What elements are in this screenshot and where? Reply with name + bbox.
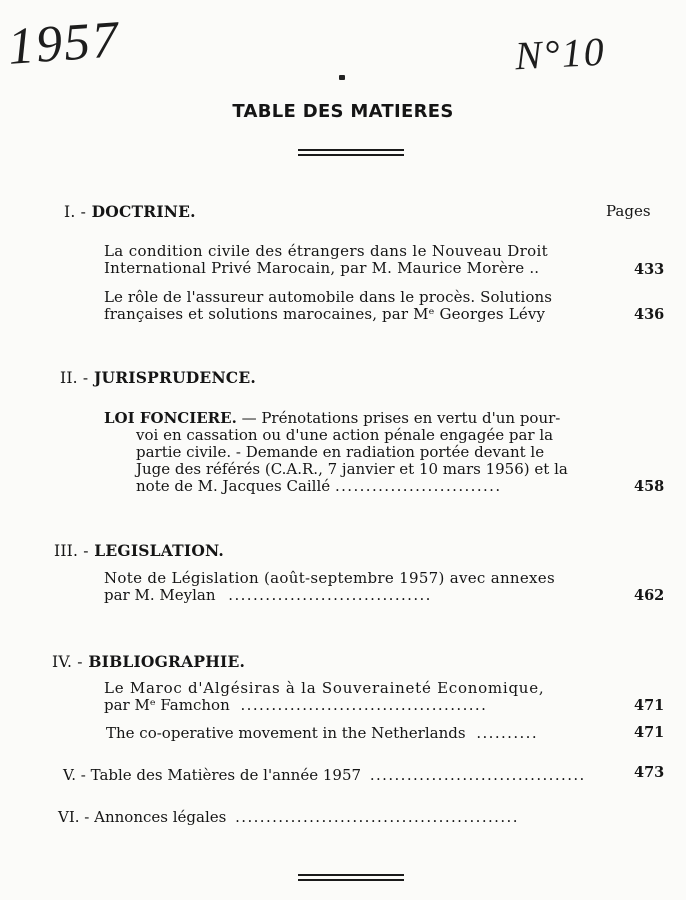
section-number: II. - (60, 369, 89, 387)
section-title: DOCTRINE. (91, 202, 196, 221)
page-number: 458 (634, 478, 665, 495)
dot-leader: ................................. (228, 586, 432, 604)
entry-text: The co-operative movement in the Netherlands (106, 724, 466, 742)
ink-dot (339, 75, 345, 80)
handwritten-year: 1957 (6, 11, 122, 76)
entry-line: françaises et solutions marocaines, par Mᵉ Georges Lévy (104, 305, 546, 323)
pages-column-label: Pages (606, 202, 651, 220)
toc-entry (104, 410, 568, 495)
entry-line: Le rôle de l'assureur automobile dans le procès. Solutions (104, 288, 553, 306)
entry-text: Annonces légales (94, 808, 227, 826)
section-number: III. - (54, 542, 89, 560)
section-bibliographie-heading (52, 652, 245, 671)
dot-leader: ........................... (334, 477, 502, 495)
toc-entry (104, 570, 555, 604)
entry-line: partie civile. - Demande en radiation portée devant le (136, 443, 545, 461)
entry-line (104, 410, 568, 427)
dot-leader: .............................................. (235, 808, 519, 826)
handwritten-issue-number: N°10 (513, 28, 607, 79)
toc-entry (104, 243, 616, 277)
entry-text: par M. Meylan (104, 586, 216, 604)
entry-line: Note de Législation (août-septembre 1957) avec annexes (104, 569, 555, 587)
section-number: VI. - (58, 808, 90, 826)
entry-lead: LOI FONCIERE. (104, 409, 237, 427)
section-legislation-heading (54, 541, 224, 560)
toc-entry-table (63, 766, 586, 784)
section-number: IV. - (52, 653, 83, 671)
section-title: BIBLIOGRAPHIE. (88, 652, 246, 671)
toc-entry-annonces (58, 808, 519, 826)
entry-line: Le Maroc d'Algésiras à la Souveraineté Economique, (104, 679, 545, 697)
section-title: LEGISLATION. (94, 541, 225, 560)
entry-line (104, 697, 544, 714)
entry-line (104, 478, 568, 495)
page-number: 471 (634, 724, 665, 741)
footer-rule-bottom (298, 879, 404, 881)
page-number: 473 (634, 764, 665, 781)
toc-entry (106, 724, 538, 742)
section-jurisprudence-heading (60, 368, 256, 387)
page-number: 471 (634, 697, 665, 714)
toc-entry (104, 289, 552, 323)
entry-text: note de M. Jacques Caillé (136, 477, 331, 495)
dot-leader: ................................... (369, 766, 586, 784)
toc-entry (104, 680, 544, 714)
section-title: JURISPRUDENCE. (93, 368, 256, 387)
entry-line: Juge des référés (C.A.R., 7 janvier et 10 mars 1956) et la (136, 460, 568, 478)
section-number: V. - (63, 766, 86, 784)
entry-line: La condition civile des étrangers dans le Nouveau Droit (104, 242, 549, 260)
page-title: TABLE DES MATIERES (232, 101, 454, 122)
entry-line: voi en cassation ou d'une action pénale engagée par la (136, 426, 554, 444)
title-rule-top (298, 149, 404, 151)
entry-text: Table des Matières de l'année 1957 (90, 766, 362, 784)
entry-line: International Privé Marocain, par M. Maurice Morère .. (104, 259, 540, 277)
entry-text: — Prénotations prises en vertu d'un pour- (236, 409, 561, 427)
entry-text: par Mᵉ Famchon (104, 696, 230, 714)
entry-line (104, 587, 555, 604)
footer-rule-top (298, 874, 404, 876)
page-number: 433 (634, 261, 665, 278)
page-number: 436 (634, 306, 665, 323)
page-number: 462 (634, 587, 665, 604)
title-rule-bottom (298, 154, 404, 156)
section-doctrine-heading (64, 202, 196, 221)
dot-leader: .......... (476, 724, 539, 742)
dot-leader: ........................................ (240, 696, 488, 714)
section-number: I. - (64, 203, 87, 221)
